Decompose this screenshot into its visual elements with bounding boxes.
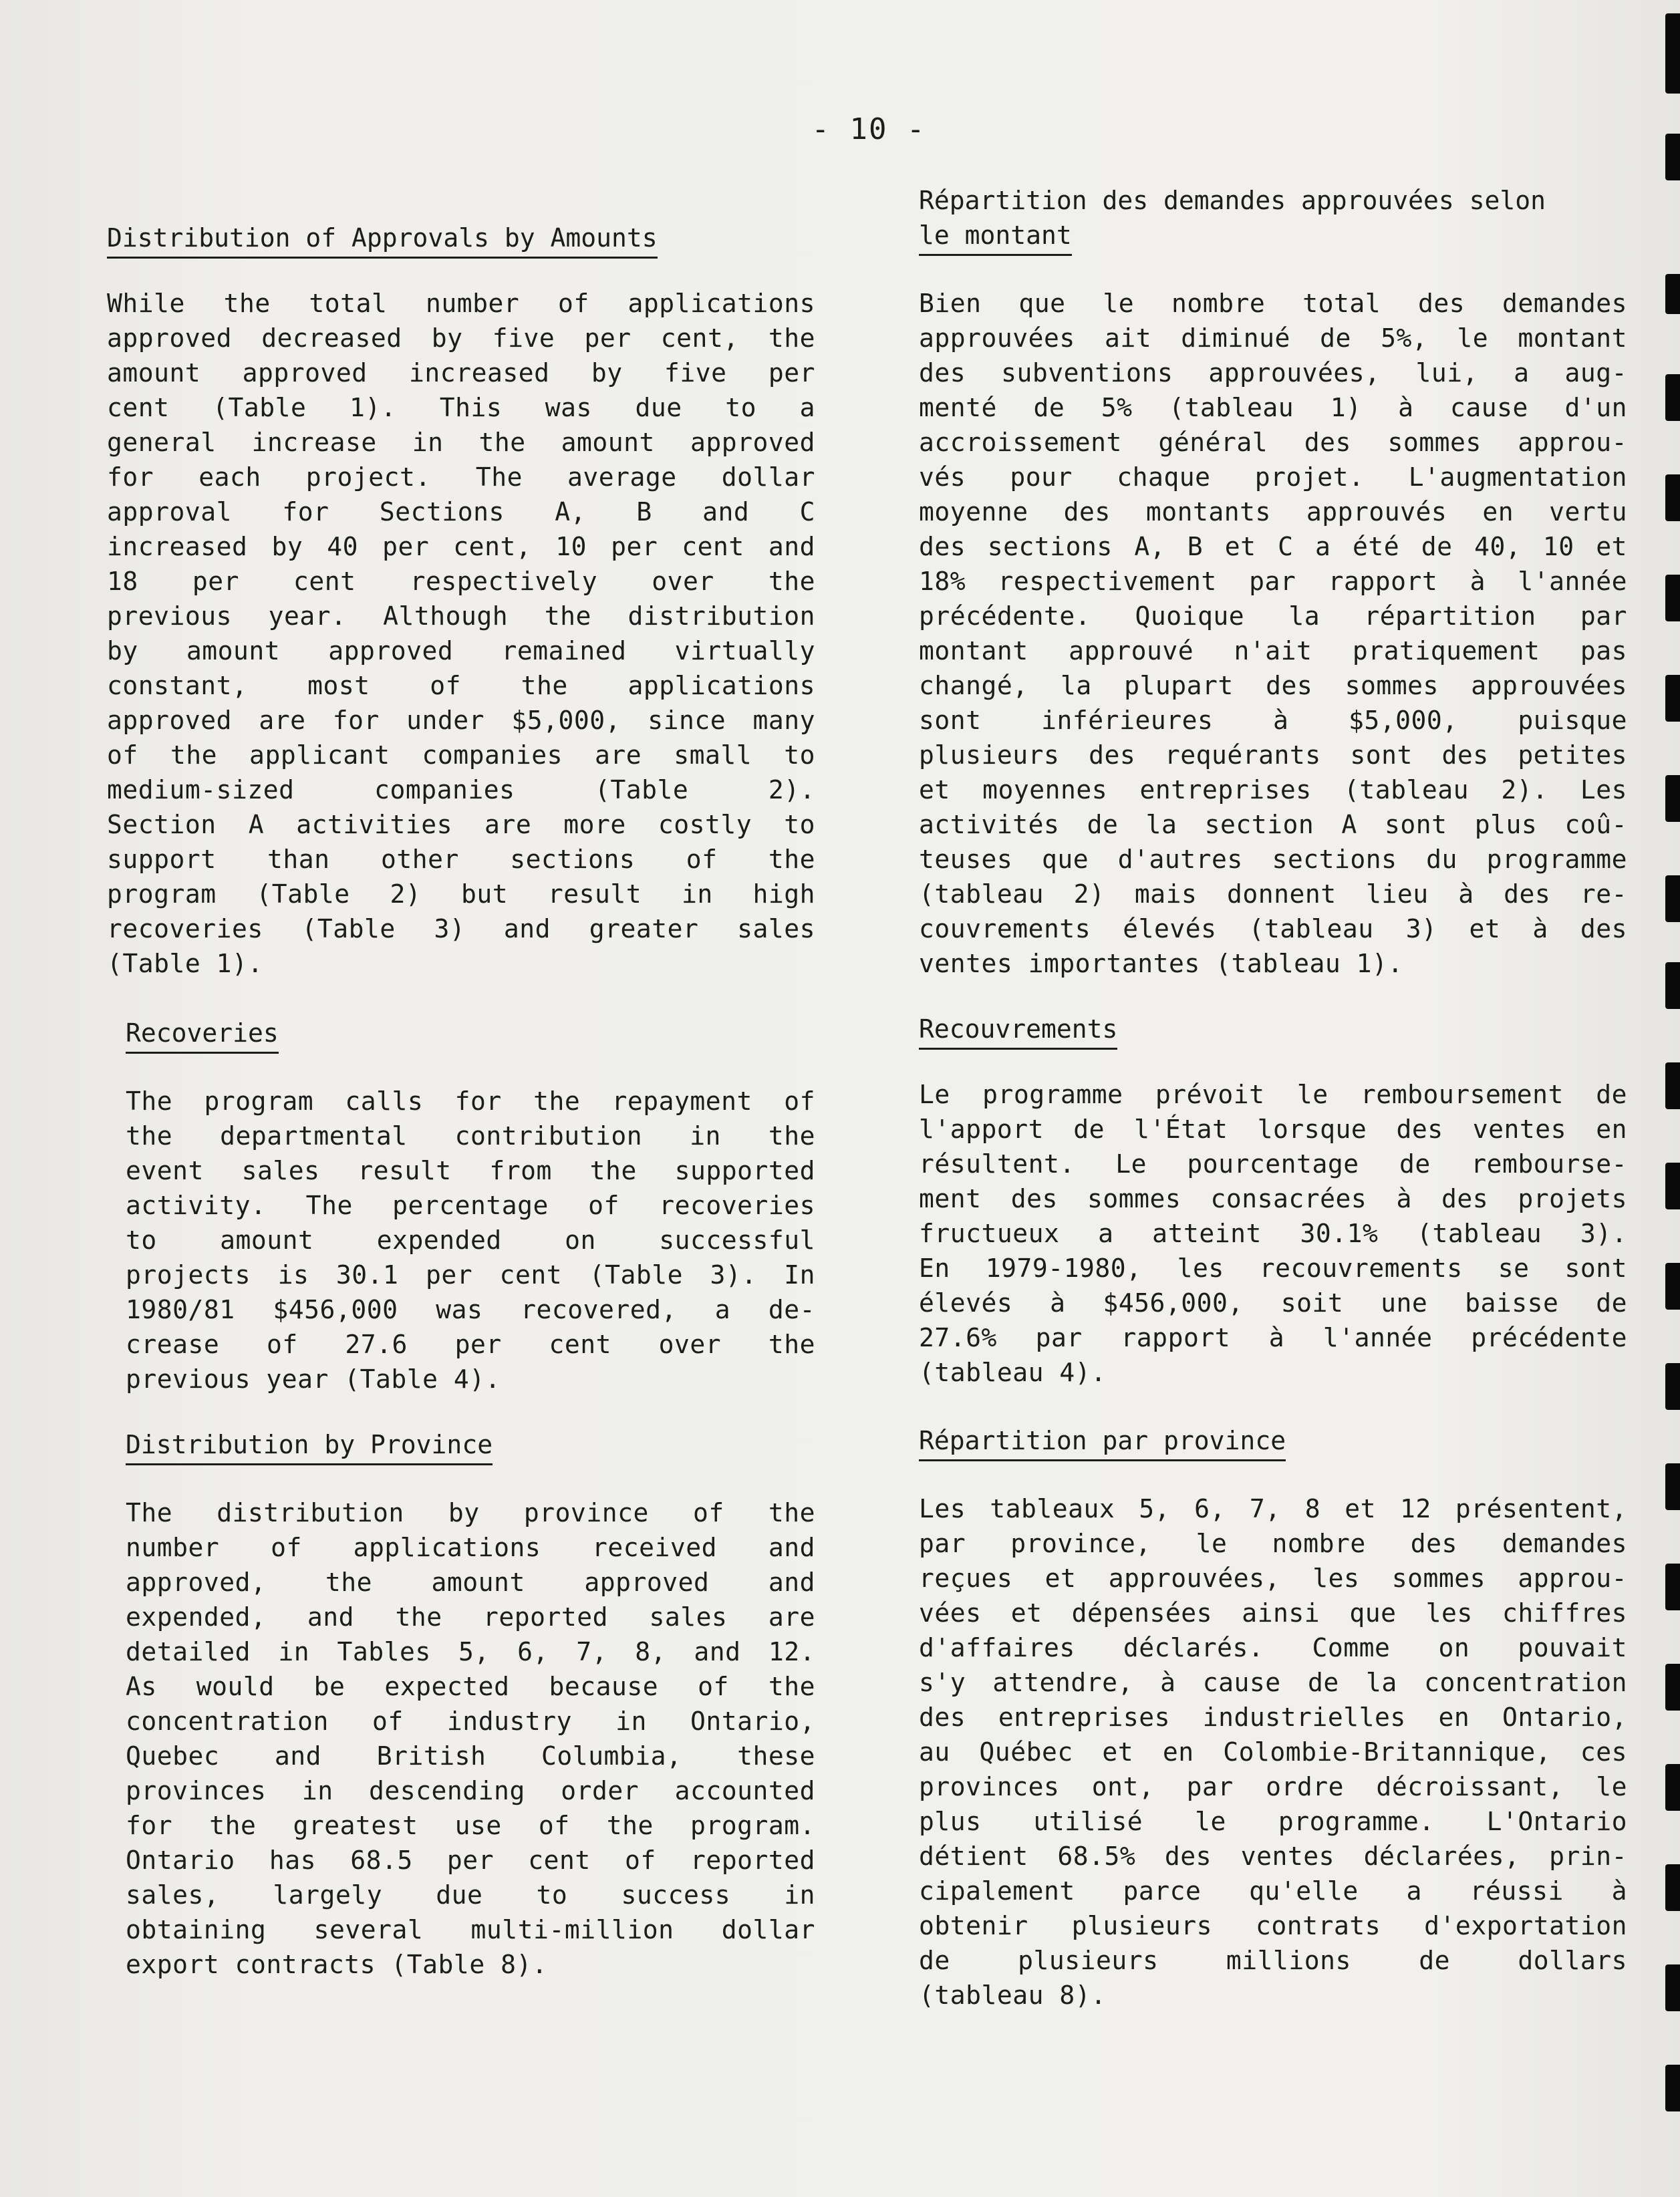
text-line: teuses que d'autres sections du programme bbox=[919, 845, 1627, 874]
text-line: au Québec et en Colombie-Britannique, ces bbox=[919, 1737, 1627, 1767]
text-line: couvrements élevés (tableau 3) et à des bbox=[919, 914, 1627, 943]
text-line: medium-sized companies (Table 2). bbox=[107, 775, 815, 804]
text-line: While the total number of applications bbox=[107, 289, 815, 318]
text-line: activités de la section A sont plus coû- bbox=[919, 810, 1627, 839]
text-line: Les tableaux 5, 6, 7, 8 et 12 présentent, bbox=[919, 1494, 1627, 1523]
text-line: of the applicant companies are small to bbox=[107, 740, 815, 770]
text-line: d'affaires déclarés. Comme on pouvait bbox=[919, 1633, 1627, 1662]
text-line: vées et dépensées ainsi que les chiffres bbox=[919, 1598, 1627, 1628]
text-line: changé, la plupart des sommes approuvées bbox=[919, 671, 1627, 700]
text-line: obtaining several multi-million dollar bbox=[126, 1915, 815, 1944]
text-line: de plusieurs millions de dollars bbox=[919, 1946, 1627, 1975]
text-line: (Table 1). bbox=[107, 949, 263, 978]
text-line: cent (Table 1). This was due to a bbox=[107, 393, 815, 422]
text-line: approved, the amount approved and bbox=[126, 1568, 815, 1597]
binding-hole bbox=[1665, 1163, 1680, 1209]
text-line: for the greatest use of the program. bbox=[126, 1811, 815, 1840]
text-line: 27.6% par rapport à l'année précédente bbox=[919, 1323, 1627, 1352]
heading-distribution-by-province: Distribution by Province bbox=[126, 1427, 493, 1465]
binding-hole bbox=[1665, 1062, 1680, 1109]
text-line: program (Table 2) but result in high bbox=[107, 879, 815, 909]
text-line: Bien que le nombre total des demandes bbox=[919, 289, 1627, 318]
text-line: ment des sommes consacrées à des projets bbox=[919, 1184, 1627, 1213]
text-line: crease of 27.6 per cent over the bbox=[126, 1330, 815, 1359]
text-line: Ontario has 68.5 per cent of reported bbox=[126, 1846, 815, 1875]
text-line: montant approuvé n'ait pratiquement pas bbox=[919, 636, 1627, 666]
text-line: provinces in descending order accounted bbox=[126, 1776, 815, 1805]
page-number: - 10 - bbox=[811, 112, 926, 146]
text-line: constant, most of the applications bbox=[107, 671, 815, 700]
text-line: accroissement général des sommes approu- bbox=[919, 428, 1627, 457]
text-line: the departmental contribution in the bbox=[126, 1121, 815, 1151]
binding-hole bbox=[1665, 474, 1680, 521]
binding-hole bbox=[1665, 274, 1680, 314]
text-line: sales, largely due to success in bbox=[126, 1880, 815, 1910]
text-line: 18 per cent respectively over the bbox=[107, 567, 815, 596]
text-line: des subventions approuvées, lui, a aug- bbox=[919, 358, 1627, 388]
text-line: recoveries (Table 3) and greater sales bbox=[107, 914, 815, 943]
text-line: menté de 5% (tableau 1) à cause d'un bbox=[919, 393, 1627, 422]
binding-hole bbox=[1665, 1864, 1680, 1911]
text-line: support than other sections of the bbox=[107, 845, 815, 874]
heading-repartition-par-province: Répartition par province bbox=[919, 1423, 1286, 1461]
paragraph-recoveries bbox=[126, 1084, 815, 1397]
text-line: provinces ont, par ordre décroissant, le bbox=[919, 1772, 1627, 1801]
text-line: previous year. Although the distribution bbox=[107, 601, 815, 631]
text-line: précédente. Quoique la répartition par bbox=[919, 601, 1627, 631]
text-line: approval for Sections A, B and C bbox=[107, 497, 815, 527]
text-line: increased by 40 per cent, 10 per cent and bbox=[107, 532, 815, 561]
text-line: Section A activities are more costly to bbox=[107, 810, 815, 839]
text-line: The program calls for the repayment of bbox=[126, 1086, 815, 1116]
text-line: s'y attendre, à cause de la concentration bbox=[919, 1668, 1627, 1697]
text-line: vés pour chaque projet. L'augmentation bbox=[919, 462, 1627, 492]
binding-hole bbox=[1665, 13, 1680, 94]
text-line: reçues et approuvées, les sommes approu- bbox=[919, 1564, 1627, 1593]
text-line: 18% respectivement par rapport à l'année bbox=[919, 567, 1627, 596]
binding-hole bbox=[1665, 1964, 1680, 2011]
binding-hole bbox=[1665, 1263, 1680, 1310]
text-line: l'apport de l'État lorsque des ventes en bbox=[919, 1115, 1627, 1144]
text-line: detailed in Tables 5, 6, 7, 8, and 12. bbox=[126, 1637, 815, 1666]
text-line: fructueux a atteint 30.1% (tableau 3). bbox=[919, 1219, 1627, 1248]
binding-hole bbox=[1665, 374, 1680, 421]
text-line: Quebec and British Columbia, these bbox=[126, 1741, 815, 1771]
text-line: general increase in the amount approved bbox=[107, 428, 815, 457]
binding-hole bbox=[1665, 962, 1680, 1009]
text-line: sont inférieures à $5,000, puisque bbox=[919, 706, 1627, 735]
text-line: En 1979-1980, les recouvrements se sont bbox=[919, 1254, 1627, 1283]
text-line: expended, and the reported sales are bbox=[126, 1602, 815, 1632]
binding-hole bbox=[1665, 875, 1680, 922]
binding-hole bbox=[1665, 134, 1680, 180]
text-line: des sections A, B et C a été de 40, 10 et bbox=[919, 532, 1627, 561]
text-line: event sales result from the supported bbox=[126, 1156, 815, 1185]
text-line: 1980/81 $456,000 was recovered, a de- bbox=[126, 1295, 815, 1324]
text-line: moyenne des montants approuvés en vertu bbox=[919, 497, 1627, 527]
text-line: approved are for under $5,000, since many bbox=[107, 706, 815, 735]
text-line: élevés à $456,000, soit une baisse de bbox=[919, 1288, 1627, 1318]
text-line: by amount approved remained virtually bbox=[107, 636, 815, 666]
paragraph-repartition-des-demandes bbox=[919, 286, 1627, 981]
text-line: approuvées ait diminué de 5%, le montant bbox=[919, 323, 1627, 353]
paragraph-distribution-by-province bbox=[126, 1495, 815, 1982]
paragraph-distribution-of-approvals bbox=[107, 286, 815, 981]
binding-hole bbox=[1665, 775, 1680, 822]
binding-hole bbox=[1665, 1564, 1680, 1610]
text-line: des entreprises industrielles en Ontario, bbox=[919, 1703, 1627, 1732]
text-line: détient 68.5% des ventes déclarées, prin- bbox=[919, 1842, 1627, 1871]
heading-repartition-des-demandes: Répartition des demandes approuvées selon le montant bbox=[919, 183, 1627, 256]
text-line: to amount expended on successful bbox=[126, 1225, 815, 1255]
text-line: projects is 30.1 per cent (Table 3). In bbox=[126, 1260, 815, 1290]
binding-hole bbox=[1665, 2065, 1680, 2111]
binding-hole bbox=[1665, 1664, 1680, 1711]
binding-hole bbox=[1665, 1463, 1680, 1510]
paragraph-repartition-par-province bbox=[919, 1491, 1627, 2013]
text-line: obtenir plusieurs contrats d'exportation bbox=[919, 1911, 1627, 1940]
text-line: amount approved increased by five per bbox=[107, 358, 815, 388]
heading-distribution-of-approvals: Distribution of Approvals by Amounts bbox=[107, 221, 658, 259]
text-line: approved decreased by five per cent, the bbox=[107, 323, 815, 353]
text-line: ventes importantes (tableau 1). bbox=[919, 949, 1403, 978]
binding-hole bbox=[1665, 1764, 1680, 1811]
text-line: résultent. Le pourcentage de rembourse- bbox=[919, 1149, 1627, 1179]
text-line: activity. The percentage of recoveries bbox=[126, 1191, 815, 1220]
text-line: for each project. The average dollar bbox=[107, 462, 815, 492]
text-line: plus utilisé le programme. L'Ontario bbox=[919, 1807, 1627, 1836]
binding-hole bbox=[1665, 1363, 1680, 1410]
text-line: export contracts (Table 8). bbox=[126, 1950, 548, 1979]
text-line: concentration of industry in Ontario, bbox=[126, 1707, 815, 1736]
text-line: (tableau 8). bbox=[919, 1981, 1107, 2010]
paragraph-recouvrements bbox=[919, 1077, 1627, 1390]
binding-hole bbox=[1665, 675, 1680, 722]
text-line: As would be expected because of the bbox=[126, 1672, 815, 1701]
binding-hole bbox=[1665, 575, 1680, 621]
text-line: previous year (Table 4). bbox=[126, 1364, 501, 1394]
text-line: The distribution by province of the bbox=[126, 1498, 815, 1527]
text-line: number of applications received and bbox=[126, 1533, 815, 1562]
text-line: plusieurs des requérants sont des petites bbox=[919, 740, 1627, 770]
text-line: (tableau 2) mais donnent lieu à des re- bbox=[919, 879, 1627, 909]
text-line: (tableau 4). bbox=[919, 1358, 1107, 1387]
text-line: Le programme prévoit le remboursement de bbox=[919, 1080, 1627, 1109]
heading-recouvrements: Recouvrements bbox=[919, 1012, 1117, 1050]
text-line: et moyennes entreprises (tableau 2). Les bbox=[919, 775, 1627, 804]
heading-recoveries: Recoveries bbox=[126, 1016, 279, 1054]
text-line: par province, le nombre des demandes bbox=[919, 1529, 1627, 1558]
text-line: cipalement parce qu'elle a réussi à bbox=[919, 1876, 1627, 1906]
